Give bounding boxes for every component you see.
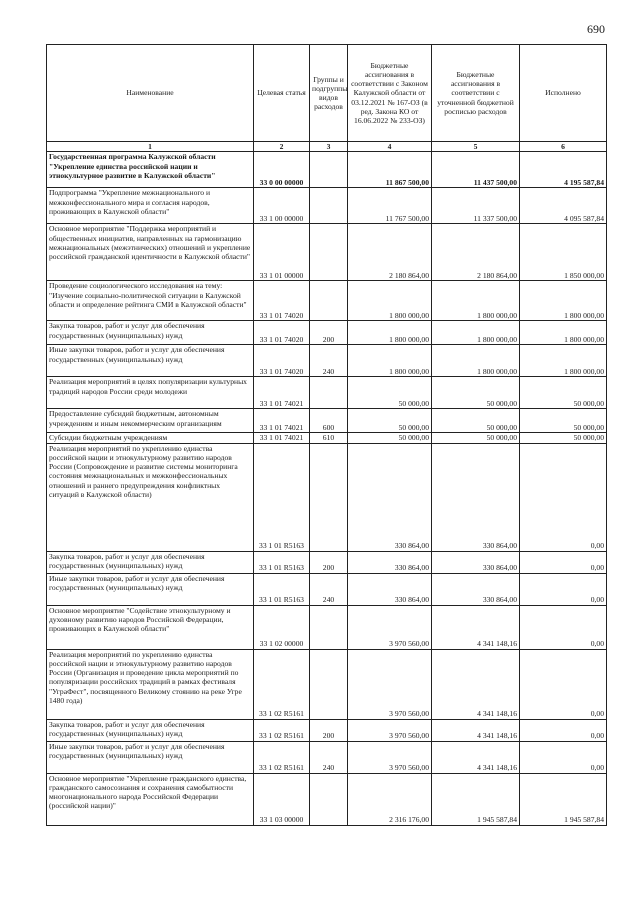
row-name: Закупка товаров, работ и услуг для обеспечения государственных (муниципальных) нужд: [47, 321, 254, 345]
row-name: Иные закупки товаров, работ и услуг для обеспечения государственных (муниципальных) нужд: [47, 345, 254, 377]
row-executed: 50 000,00: [520, 409, 607, 433]
header-expense-group: Группы и подгруппы видов расходов: [310, 45, 348, 142]
row-name: Подпрограмма "Укрепление межнационального и межконфессионального мира и согласия народов, проживающих в Калужской области": [47, 188, 254, 224]
row-name: Реализация мероприятий по укреплению единства российской нации и этнокультурному развитию народов России (Организация и проведение цикла мероприятий по популяризации российских традиций в рамках фестиваля "УграФест", посвященного Великому стоянию на реке Угре 1480 года): [47, 649, 254, 719]
row-executed: 0,00: [520, 605, 607, 649]
row-name: Реализация мероприятий по укреплению единства российской нации и этнокультурному развитию народов России (Сопровождение и развитие системы мониторинга состояния межнациональных и межконфессиональных отношений и раннего предупреждения конфликтных ситуаций в Калужской области): [47, 443, 254, 551]
row-name: Государственная программа Калужской области "Укрепление единства российской нации и этнокультурное развитие в Калужской области": [47, 152, 254, 188]
row-budget-law: 3 970 560,00: [348, 719, 432, 741]
row-executed: 50 000,00: [520, 433, 607, 443]
row-budget-revised: 2 180 864,00: [432, 224, 520, 281]
row-budget-law: 11 867 500,00: [348, 152, 432, 188]
table-row: [47, 224, 607, 281]
row-name: Иные закупки товаров, работ и услуг для обеспечения государственных (муниципальных) нужд: [47, 573, 254, 605]
row-name: Субсидии бюджетным учреждениям: [47, 433, 254, 443]
row-expense-group: [310, 605, 348, 649]
row-budget-revised: 4 341 148,16: [432, 719, 520, 741]
row-name: Проведение социологического исследования на тему: "Изучение социально-политической ситуации в Калужской области и определение рейтинга СМИ в Калужской области": [47, 281, 254, 321]
row-name: Основное мероприятие "Содействие этнокультурному и духовному развитию народов Российской Федерации, проживающих в Калужской области": [47, 605, 254, 649]
row-budget-revised: 11 437 500,00: [432, 152, 520, 188]
budget-table: [46, 44, 607, 826]
row-budget-revised: 1 800 000,00: [432, 321, 520, 345]
row-name: Закупка товаров, работ и услуг для обеспечения государственных (муниципальных) нужд: [47, 719, 254, 741]
row-name: Реализация мероприятий в целях популяризации культурных традиций народов России среди молодежи: [47, 377, 254, 409]
row-target-article: 33 1 01 74021: [254, 377, 310, 409]
table-row: [47, 281, 607, 321]
row-expense-group: [310, 443, 348, 551]
row-executed: 4 195 587,84: [520, 152, 607, 188]
row-budget-revised: 4 341 148,16: [432, 741, 520, 773]
row-budget-law: 50 000,00: [348, 433, 432, 443]
row-target-article: 33 1 01 74021: [254, 409, 310, 433]
table-row: [47, 409, 607, 433]
row-budget-law: 2 180 864,00: [348, 224, 432, 281]
row-target-article: 33 1 01 74020: [254, 321, 310, 345]
header-budget-law: Бюджетные ассигнования в соответствии с Законом Калужской области от 03.12.2021 № 167-ОЗ (в ред. Закона КО от 16.06.2022 № 233-ОЗ): [348, 45, 432, 142]
row-expense-group: [310, 152, 348, 188]
row-budget-law: 330 864,00: [348, 573, 432, 605]
row-expense-group: 200: [310, 321, 348, 345]
row-budget-law: 3 970 560,00: [348, 649, 432, 719]
row-executed: 1 850 000,00: [520, 224, 607, 281]
column-number: 3: [310, 142, 348, 152]
column-number: 4: [348, 142, 432, 152]
header-executed: Исполнено: [520, 45, 607, 142]
column-number: 5: [432, 142, 520, 152]
table-row: [47, 188, 607, 224]
row-executed: 0,00: [520, 719, 607, 741]
row-budget-revised: 1 945 587,84: [432, 773, 520, 825]
row-expense-group: 240: [310, 573, 348, 605]
header-budget-revised: Бюджетные ассигнования в соответствии с уточненной бюджетной росписью расходов: [432, 45, 520, 142]
table-row: [47, 719, 607, 741]
row-budget-law: 1 800 000,00: [348, 345, 432, 377]
row-budget-revised: 50 000,00: [432, 377, 520, 409]
row-budget-revised: 1 800 000,00: [432, 281, 520, 321]
table-row: [47, 551, 607, 573]
row-target-article: 33 1 01 R5163: [254, 573, 310, 605]
row-budget-law: 50 000,00: [348, 409, 432, 433]
row-target-article: 33 1 03 00000: [254, 773, 310, 825]
row-expense-group: 240: [310, 345, 348, 377]
row-name: Иные закупки товаров, работ и услуг для обеспечения государственных (муниципальных) нужд: [47, 741, 254, 773]
row-target-article: 33 1 02 R5161: [254, 719, 310, 741]
table-row: [47, 741, 607, 773]
row-name: Основное мероприятие "Укрепление гражданского единства, гражданского самосознания и сохранения самобытности многонационального народа Российской Федерации (российской нации)": [47, 773, 254, 825]
row-target-article: 33 1 00 00000: [254, 188, 310, 224]
row-budget-revised: 4 341 148,16: [432, 649, 520, 719]
row-executed: 0,00: [520, 573, 607, 605]
header-name: Наименование: [47, 45, 254, 142]
row-target-article: 33 1 01 74020: [254, 345, 310, 377]
row-budget-revised: 1 800 000,00: [432, 345, 520, 377]
row-target-article: 33 1 01 R5163: [254, 443, 310, 551]
row-budget-revised: 330 864,00: [432, 443, 520, 551]
row-budget-law: 330 864,00: [348, 443, 432, 551]
table-row: [47, 773, 607, 825]
table-row: [47, 377, 607, 409]
column-number: 1: [47, 142, 254, 152]
row-executed: 0,00: [520, 443, 607, 551]
row-executed: 0,00: [520, 741, 607, 773]
column-number: 2: [254, 142, 310, 152]
column-number: 6: [520, 142, 607, 152]
table-row: [47, 345, 607, 377]
row-executed: 50 000,00: [520, 377, 607, 409]
row-executed: 0,00: [520, 551, 607, 573]
row-name: Закупка товаров, работ и услуг для обеспечения государственных (муниципальных) нужд: [47, 551, 254, 573]
row-expense-group: 240: [310, 741, 348, 773]
row-budget-law: 1 800 000,00: [348, 321, 432, 345]
row-executed: 1 945 587,84: [520, 773, 607, 825]
row-target-article: 33 1 01 00000: [254, 224, 310, 281]
row-budget-revised: 330 864,00: [432, 551, 520, 573]
row-executed: 0,00: [520, 649, 607, 719]
row-name: Основное мероприятие "Поддержка мероприятий и общественных инициатив, направленных на гармонизацию межнациональных (межэтнических) отношений и укрепление российской гражданской идентичности в Калужской области": [47, 224, 254, 281]
row-expense-group: [310, 188, 348, 224]
row-expense-group: 600: [310, 409, 348, 433]
row-budget-law: 50 000,00: [348, 377, 432, 409]
row-expense-group: [310, 377, 348, 409]
row-expense-group: [310, 281, 348, 321]
row-budget-law: 11 767 500,00: [348, 188, 432, 224]
page-number: 690: [587, 22, 605, 36]
row-target-article: 33 1 01 74020: [254, 281, 310, 321]
table-row: [47, 152, 607, 188]
row-target-article: 33 1 02 R5161: [254, 649, 310, 719]
table-body: [47, 152, 607, 825]
row-budget-revised: 50 000,00: [432, 409, 520, 433]
header-target-article: Целевая статья: [254, 45, 310, 142]
row-budget-law: 3 970 560,00: [348, 605, 432, 649]
table-row: [47, 605, 607, 649]
row-budget-law: 1 800 000,00: [348, 281, 432, 321]
row-executed: 4 095 587,84: [520, 188, 607, 224]
row-expense-group: 610: [310, 433, 348, 443]
row-target-article: 33 0 00 00000: [254, 152, 310, 188]
table-row: [47, 433, 607, 443]
row-expense-group: [310, 224, 348, 281]
row-budget-law: 2 316 176,00: [348, 773, 432, 825]
table-header-row: [47, 45, 607, 142]
row-expense-group: 200: [310, 719, 348, 741]
row-executed: 1 800 000,00: [520, 281, 607, 321]
row-executed: 1 800 000,00: [520, 345, 607, 377]
row-target-article: 33 1 02 00000: [254, 605, 310, 649]
row-target-article: 33 1 01 R5163: [254, 551, 310, 573]
row-executed: 1 800 000,00: [520, 321, 607, 345]
row-target-article: 33 1 01 74021: [254, 433, 310, 443]
row-expense-group: 200: [310, 551, 348, 573]
table-row: [47, 649, 607, 719]
table-row: [47, 443, 607, 551]
row-budget-revised: 4 341 148,16: [432, 605, 520, 649]
row-budget-revised: 50 000,00: [432, 433, 520, 443]
row-budget-revised: 330 864,00: [432, 573, 520, 605]
table-row: [47, 573, 607, 605]
row-budget-revised: 11 337 500,00: [432, 188, 520, 224]
row-name: Предоставление субсидий бюджетным, автономным учреждениям и иным некоммерческим организациям: [47, 409, 254, 433]
column-number-row: [47, 142, 607, 152]
row-budget-law: 3 970 560,00: [348, 741, 432, 773]
row-expense-group: [310, 773, 348, 825]
row-budget-law: 330 864,00: [348, 551, 432, 573]
row-target-article: 33 1 02 R5161: [254, 741, 310, 773]
row-expense-group: [310, 649, 348, 719]
table-row: [47, 321, 607, 345]
